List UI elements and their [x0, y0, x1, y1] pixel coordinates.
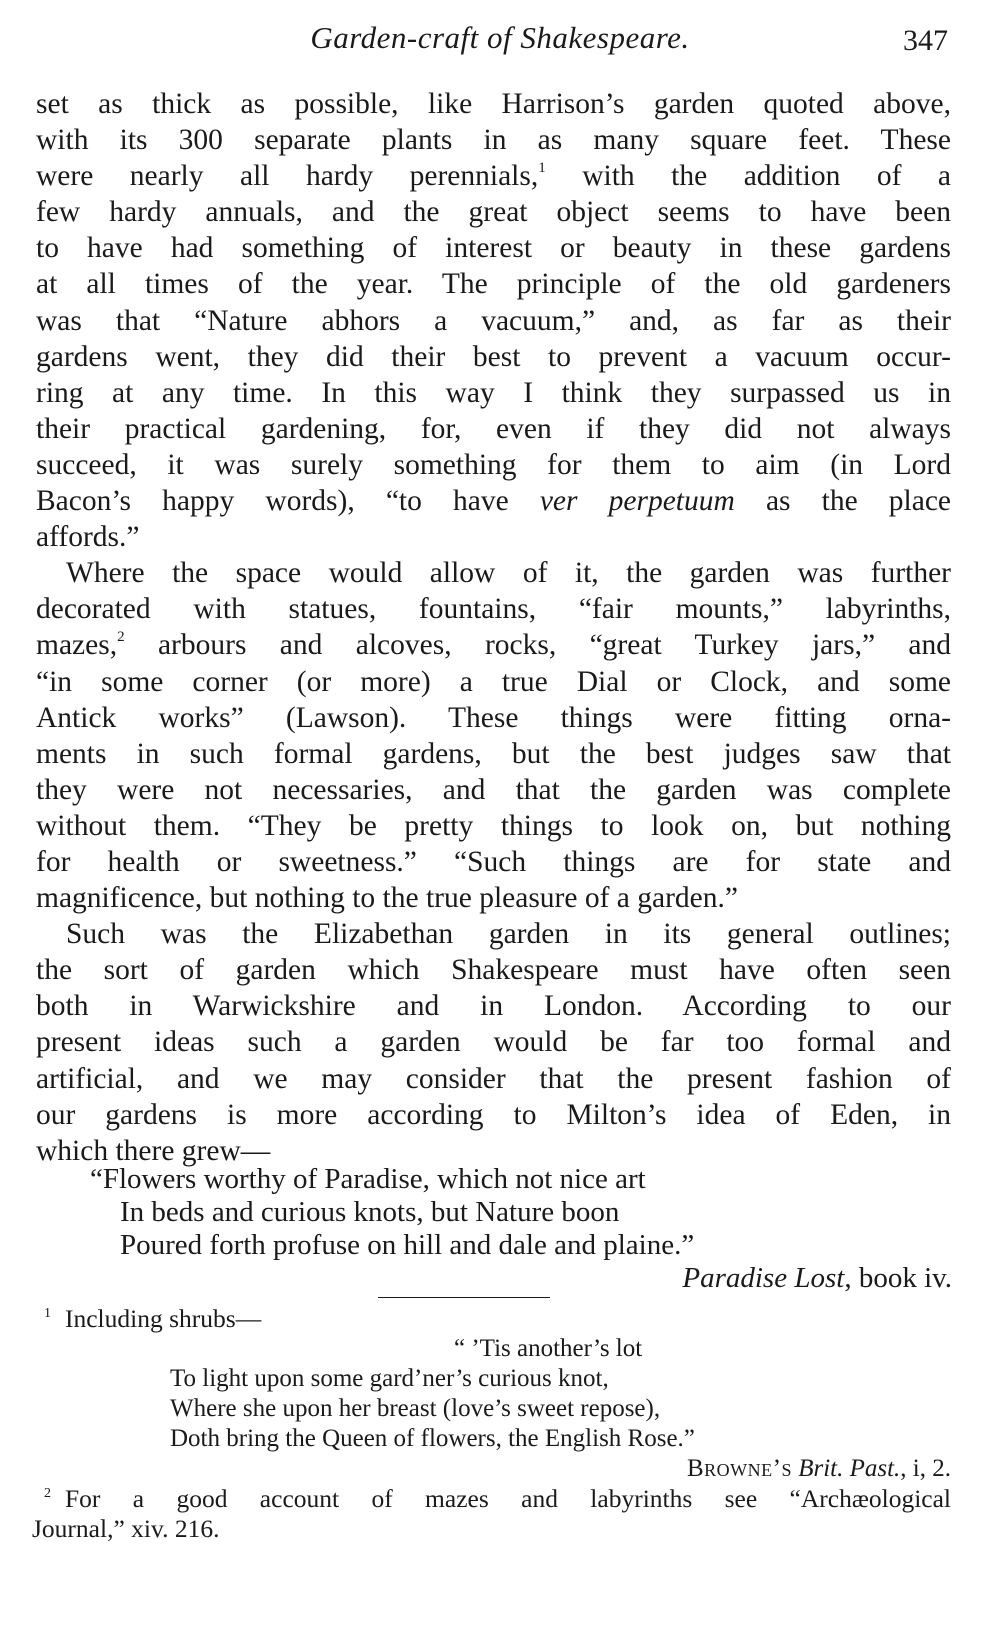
text-line: to have had something of interest or beauty in these gardens — [36, 232, 951, 265]
text-line: our gardens is more according to Milton’s idea of Eden, in — [36, 1098, 951, 1131]
text-fragment: as the place — [765, 485, 951, 518]
verse-line: “Flowers worthy of Paradise, which not nice art — [90, 1163, 646, 1195]
text-fragment: arbours and alcoves, rocks, “great Turkey jars,” and — [157, 629, 951, 662]
text-line: for health or sweetness.” “Such things are for state and — [36, 845, 951, 878]
text-line: was that “Nature abhors a vacuum,” and, as far as their — [36, 304, 951, 337]
text-fragment: mazes, — [36, 629, 118, 662]
text-line: ring at any time. In this way I think they surpassed us in — [36, 376, 951, 409]
text-line: few hardy annuals, and the great object seems to have been — [36, 196, 951, 229]
latin-phrase: ver perpetuum — [539, 485, 735, 518]
text-line — [36, 627, 951, 663]
text-line: artificial, and we may consider that the present fashion of — [36, 1062, 951, 1095]
text-fragment: were nearly all hardy perennials, — [36, 160, 539, 193]
text-line: Where the space would allow of it, the garden was further — [66, 557, 951, 590]
footnote-citation — [44, 1454, 951, 1484]
page-header — [0, 20, 1000, 64]
footnote-ref-2: 2 — [117, 629, 125, 646]
text-line: decorated with statues, fountains, “fair mounts,” labyrinths, — [36, 593, 951, 626]
text-line — [36, 158, 951, 194]
footnote-verse-line: Where she upon her breast (love’s sweet repose), — [170, 1395, 661, 1422]
text-line: without them. “They be pretty things to look on, but nothing — [36, 809, 951, 842]
text-line: their practical gardening, for, even if they did not always — [36, 412, 951, 445]
text-line: affords.” — [36, 521, 140, 554]
footnote-divider — [378, 1297, 550, 1298]
text-fragment: with the addition of a — [582, 160, 951, 193]
text-line: magnificence, but nothing to the true pleasure of a garden.” — [36, 882, 738, 915]
footnote-verse-line: “ ’Tis another’s lot — [454, 1335, 643, 1362]
footnote-verse-line: To light upon some gard’ner’s curious knot, — [170, 1365, 609, 1392]
text-line: they were not necessaries, and that the garden was complete — [36, 773, 951, 806]
text-line: at all times of the year. The principle of the old gardeners — [36, 268, 951, 301]
verse-quotation — [90, 1163, 952, 1295]
citation-title: Brit. Past. — [798, 1455, 901, 1482]
citation-rest: , i, 2. — [900, 1455, 951, 1482]
page-number: 347 — [903, 24, 948, 57]
text-line: the sort of garden which Shakespeare must have often seen — [36, 954, 951, 987]
verse-line: Poured forth profuse on hill and dale and plaine.” — [120, 1229, 695, 1261]
footnotes — [32, 1304, 951, 1544]
text-line — [36, 483, 951, 519]
text-line: which there grew— — [36, 1134, 271, 1167]
verse-citation — [90, 1262, 952, 1295]
running-title: Garden-craft of Shakespeare. — [310, 20, 690, 55]
text-fragment: Bacon’s happy words), “to have — [36, 485, 509, 518]
footnote-text: Including shrubs— — [65, 1304, 262, 1333]
footnote-1 — [44, 1304, 951, 1334]
text-line: succeed, it was surely something for them to aim (in Lord — [36, 448, 951, 481]
citation-rest: , book iv. — [844, 1262, 952, 1294]
text-line: both in Warwickshire and in London. According to our — [36, 990, 951, 1023]
text-line: present ideas such a garden would be far too formal and — [36, 1026, 951, 1059]
text-line: Such was the Elizabethan garden in its general outlines; — [66, 918, 951, 951]
text-line: gardens went, they did their best to prevent a vacuum occur- — [36, 340, 951, 373]
citation-author: Browne’s — [686, 1455, 792, 1482]
text-line: with its 300 separate plants in as many square feet. These — [36, 124, 951, 157]
footnote-marker: 2 — [44, 1486, 51, 1501]
text-line: Antick works” (Lawson). These things were fitting orna- — [36, 701, 951, 734]
footnote-verse-line: Doth bring the Queen of flowers, the English Rose.” — [170, 1425, 695, 1452]
verse-line: In beds and curious knots, but Nature boon — [120, 1196, 620, 1228]
footnote-2-continued: Journal,” xiv. 216. — [32, 1514, 220, 1543]
text-line: “in some corner (or more) a true Dial or Clock, and some — [36, 665, 951, 698]
footnote-text: For a good account of mazes and labyrinths see “Archæological — [65, 1484, 951, 1513]
text-line: set as thick as possible, like Harrison’s garden quoted above, — [36, 88, 951, 120]
citation-title: Paradise Lost — [682, 1262, 845, 1294]
footnote-marker: 1 — [44, 1306, 51, 1321]
footnote-ref-1: 1 — [538, 160, 546, 177]
text-line: ments in such formal gardens, but the best judges saw that — [36, 737, 951, 770]
footnote-2 — [44, 1484, 951, 1514]
main-text — [36, 86, 951, 1169]
